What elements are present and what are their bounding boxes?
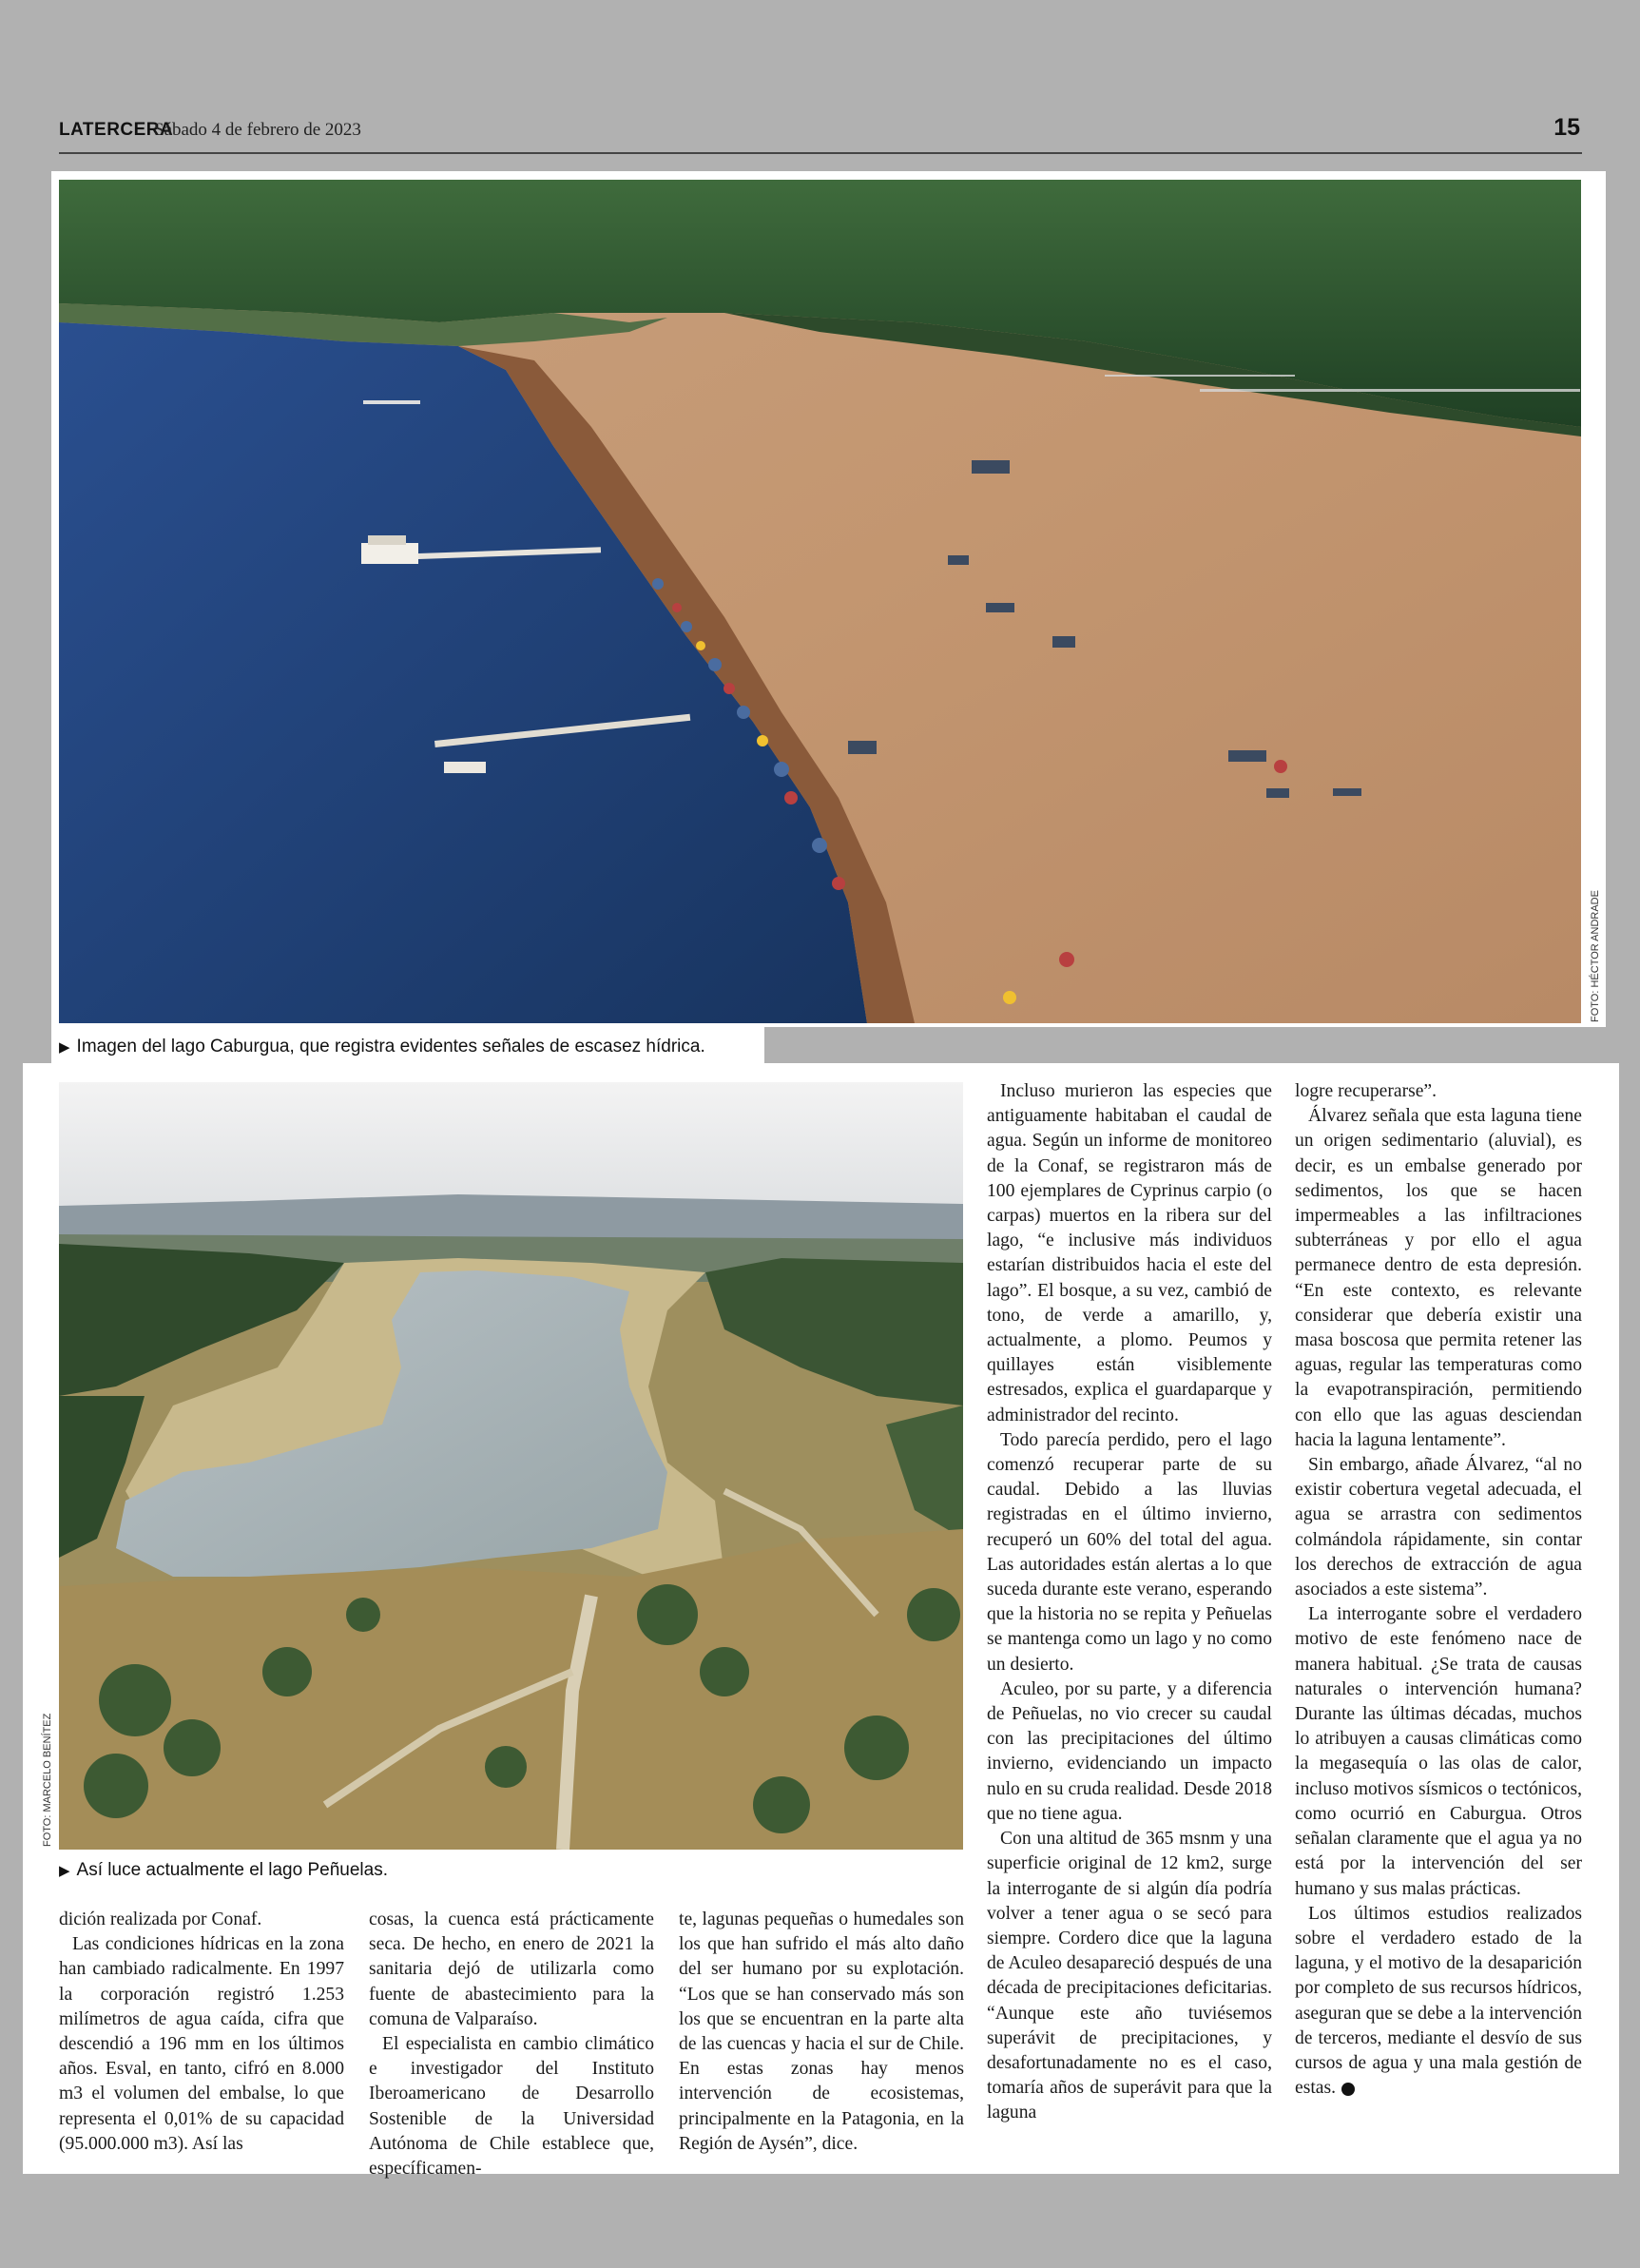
bottom-caption-text: Así luce actualmente el lago Peñuelas.	[76, 1860, 388, 1880]
article-column-5	[1295, 1079, 1582, 2101]
paragraph: Aculeo, por su parte, y a diferencia de Peñuelas, no vio crecer su caudal con las precipitaciones del último invierno, evidenciando un impacto nulo en su cruda realidad. Desde 2018 que no tiene agua.	[987, 1678, 1272, 1824]
paragraph: cosas, la cuenca está prácticamente seca. De hecho, en enero de 2021 la sanitaria dejó de utilizarla como fuente de abastecimiento para la comuna de Valparaíso.	[369, 1909, 654, 2029]
article-column-2	[369, 1908, 654, 2181]
end-of-article-icon	[1341, 2083, 1355, 2096]
paragraph: El especialista en cambio climático e investigador del Instituto Iberoamericano de Desarrollo Sostenible de la Universidad Autónoma de Chile establece que, específicamen-	[369, 2034, 654, 2180]
caption-arrow-icon: ▶	[59, 1863, 70, 1879]
paragraph: Álvarez señala que esta laguna tiene un origen sedimentario (aluvial), es decir, es un embalse generado por sedimentos, los que se hacen impermeables a las infiltraciones subterráneas y por ello el agua permanece dentro de esta depresión. “En este contexto, es relevante considerar que debería existir una masa boscosa que permita retener las aguas, regular las temperaturas como la evapotranspiración, permitiendo con ello que las aguas desciendan hacia la laguna lentamente”.	[1295, 1106, 1582, 1450]
top-caption-text: Imagen del lago Caburgua, que registra evidentes señales de escasez hídrica.	[76, 1037, 705, 1056]
top-photo-caption	[59, 1037, 705, 1057]
top-photo-credit: FOTO: HÉCTOR ANDRADE	[1590, 890, 1601, 1022]
edition-date: Sábado 4 de febrero de 2023	[154, 120, 361, 140]
bottom-photo-caption	[59, 1860, 388, 1881]
lake-caburgua-photo	[59, 180, 1581, 1023]
paragraph: Incluso murieron las especies que antiguamente habitaban el caudal de agua. Según un informe de monitoreo de la Conaf, se registraron más de 100 ejemplares de Cyprinus carpio (o carpas) muertos en la ribera sur del lago, “e inclusive más individuos estarían distribuidos hacia el este del lago”. El bosque, a su vez, cambió de tono, de verde a amarillo, y, actualmente, a plomo. Peumos y quillayes están visiblemente estresados, explica el guardaparque y administrador del recinto.	[987, 1081, 1272, 1425]
page-header	[59, 112, 1582, 154]
bottom-photo-credit: FOTO: MARCELO BENÍTEZ	[42, 1713, 53, 1847]
paragraph: Las condiciones hídricas en la zona han cambiado radicalmente. En 1997 la corporación registró 1.253 milímetros de agua caída, cifra que descendió a 196 mm en los últimos años. Esval, en tanto, cifró en 8.000 m3 el volumen del embalse, lo que representa el 0,01% de su capacidad (95.000.000 m3). Así las	[59, 1934, 344, 2154]
article-column-3	[679, 1908, 964, 2157]
paragraph: dición realizada por Conaf.	[59, 1909, 262, 1929]
paragraph	[1295, 1902, 1582, 2102]
paragraph: Sin embargo, añade Álvarez, “al no existir cobertura vegetal adecuada, el agua se arrastra con sedimentos colmándola rápidamente, sin contar los derechos de extracción de agua asociados a este sistema”.	[1295, 1455, 1582, 1600]
caption-arrow-icon: ▶	[59, 1039, 70, 1056]
paragraph: logre recuperarse”.	[1295, 1081, 1437, 1101]
page-number: 15	[1553, 114, 1580, 141]
newspaper-brand: LATERCERA	[59, 120, 174, 140]
lake-penuelas-photo	[59, 1082, 963, 1850]
paragraph: Con una altitud de 365 msnm y una superficie original de 12 km2, surge la interrogante de si algún día podría volver a tener agua o se secó para siempre. Cordero dice que la laguna de Aculeo desapareció después de una década de precipitaciones deficitarias. “Aunque este año tuviésemos superávit de precipitaciones, y desafortunadamente no es el caso, tomaría años de superávit para que la laguna	[987, 1829, 1272, 2123]
paragraph: Todo parecía perdido, pero el lago comenzó recuperar parte de su caudal. Debido a las lluvias registradas en el último invierno, recuperó un 60% del total del agua. Las autoridades están alertas a lo que suceda durante este verano, esperando que la historia no se repita y Peñuelas se mantenga como un lago y no como un desierto.	[987, 1429, 1272, 1675]
article-column-1	[59, 1908, 344, 2157]
final-paragraph-text: Los últimos estudios realizados sobre el verdadero estado de la laguna, y el motivo de la desaparición por completo de sus recursos hídricos, aseguran que se debe a la intervención de terceros, mediante el desvío de sus cursos de agua y una mala gestión de estas.	[1295, 1903, 1582, 2099]
paragraph: La interrogante sobre el verdadero motivo de este fenómeno nace de manera habitual. ¿Se trata de causas naturales o intervención humana? Durante las últimas décadas, muchos lo atribuyen a causas climáticas como la megasequía o las olas de calor, incluso motivos sísmicos o tectónicos, como ocurrió en Caburgua. Otros señalan claramente que el agua ya no está por la intervención del ser humano y sus malas prácticas.	[1295, 1604, 1582, 1899]
article-column-4	[987, 1079, 1272, 2126]
paragraph: te, lagunas pequeñas o humedales son los que han sufrido el más alto daño del ser humano por su explotación. “Los que se han conservado más son los que se encuentran en la parte alta de las cuencas y hacia el sur de Chile. En estas zonas hay menos intervención de ecosistemas, principalmente en la Patagonia, en la Región de Aysén”, dice.	[679, 1909, 964, 2154]
